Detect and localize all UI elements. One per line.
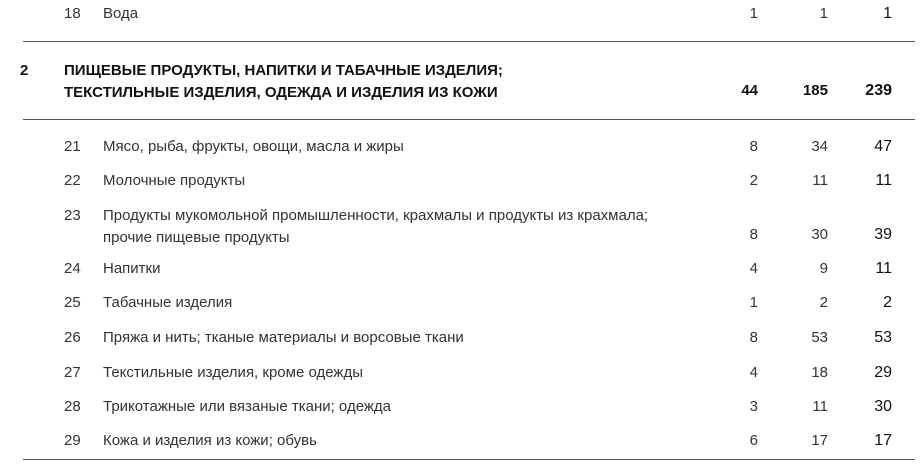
row-value-1: 6 (749, 432, 758, 449)
row-name: Табачные изделия (103, 294, 233, 311)
row-name: Трикотажные или вязаные ткани; одежда (103, 398, 392, 415)
row-name: Молочные продукты (103, 172, 246, 189)
row-value-1: 8 (749, 226, 758, 243)
row-name (103, 205, 648, 249)
row-value-1: 8 (749, 138, 758, 155)
row-value-2: 11 (812, 398, 828, 415)
section-title (64, 60, 503, 104)
row-value-1: 8 (749, 329, 758, 346)
row-value-1: 2 (749, 172, 758, 189)
row-code: 24 (64, 260, 81, 277)
section-code: 2 (20, 62, 29, 79)
row-value-1: 4 (749, 364, 758, 381)
row-code: 28 (64, 398, 81, 415)
row-value-1: 1 (749, 5, 758, 22)
row-value-1: 4 (749, 260, 758, 277)
row-value-3: 1 (883, 5, 892, 22)
row-value-2: 11 (812, 172, 828, 189)
row-value-1: 1 (749, 294, 758, 311)
row-value-2: 53 (811, 329, 828, 346)
row-value-3: 17 (874, 432, 892, 449)
row-code: 22 (64, 172, 81, 189)
row-name: Мясо, рыба, фрукты, овощи, масла и жиры (103, 138, 404, 155)
row-value-1: 3 (749, 398, 758, 415)
row-name: Вода (103, 5, 139, 22)
row-value-3: 11 (875, 172, 892, 189)
section-value-2: 185 (802, 82, 828, 99)
row-name: Пряжа и нить; тканые материалы и ворсовые ткани (103, 329, 464, 346)
row-name-line-1: Продукты мукомольной промышленности, крахмалы и продукты из крахмала; (103, 207, 649, 224)
row-value-3: 30 (874, 398, 892, 415)
row-code: 26 (64, 329, 81, 346)
divider (23, 459, 915, 460)
row-value-3: 11 (875, 260, 892, 277)
row-code: 27 (64, 364, 81, 381)
divider (23, 119, 915, 120)
row-code: 29 (64, 432, 81, 449)
row-value-3: 2 (883, 294, 892, 311)
row-value-2: 18 (811, 364, 828, 381)
row-code: 18 (64, 5, 81, 22)
row-value-2: 17 (811, 432, 828, 449)
row-code: 25 (64, 294, 81, 311)
row-value-2: 9 (819, 260, 828, 277)
row-value-2: 2 (819, 294, 828, 311)
row-name-line-2: прочие пищевые продукты (103, 229, 290, 246)
row-code: 23 (64, 207, 81, 224)
section-title-line-1: ПИЩЕВЫЕ ПРОДУКТЫ, НАПИТКИ И ТАБАЧНЫЕ ИЗДЕЛИЯ; (64, 62, 503, 79)
row-name: Напитки (103, 260, 161, 277)
row-name: Кожа и изделия из кожи; обувь (103, 432, 317, 449)
section-value-3: 239 (865, 82, 892, 99)
row-value-2: 34 (811, 138, 828, 155)
row-value-3: 47 (874, 138, 892, 155)
row-value-2: 30 (811, 226, 828, 243)
row-value-2: 1 (819, 5, 828, 22)
row-name: Текстильные изделия, кроме одежды (103, 364, 363, 381)
section-value-1: 44 (741, 82, 758, 99)
section-title-line-2: ТЕКСТИЛЬНЫЕ ИЗДЕЛИЯ, ОДЕЖДА И ИЗДЕЛИЯ ИЗ КОЖИ (64, 84, 498, 101)
row-code: 21 (64, 138, 81, 155)
row-value-3: 29 (874, 364, 892, 381)
divider (23, 41, 915, 42)
row-value-3: 39 (874, 226, 892, 243)
row-value-3: 53 (874, 329, 892, 346)
